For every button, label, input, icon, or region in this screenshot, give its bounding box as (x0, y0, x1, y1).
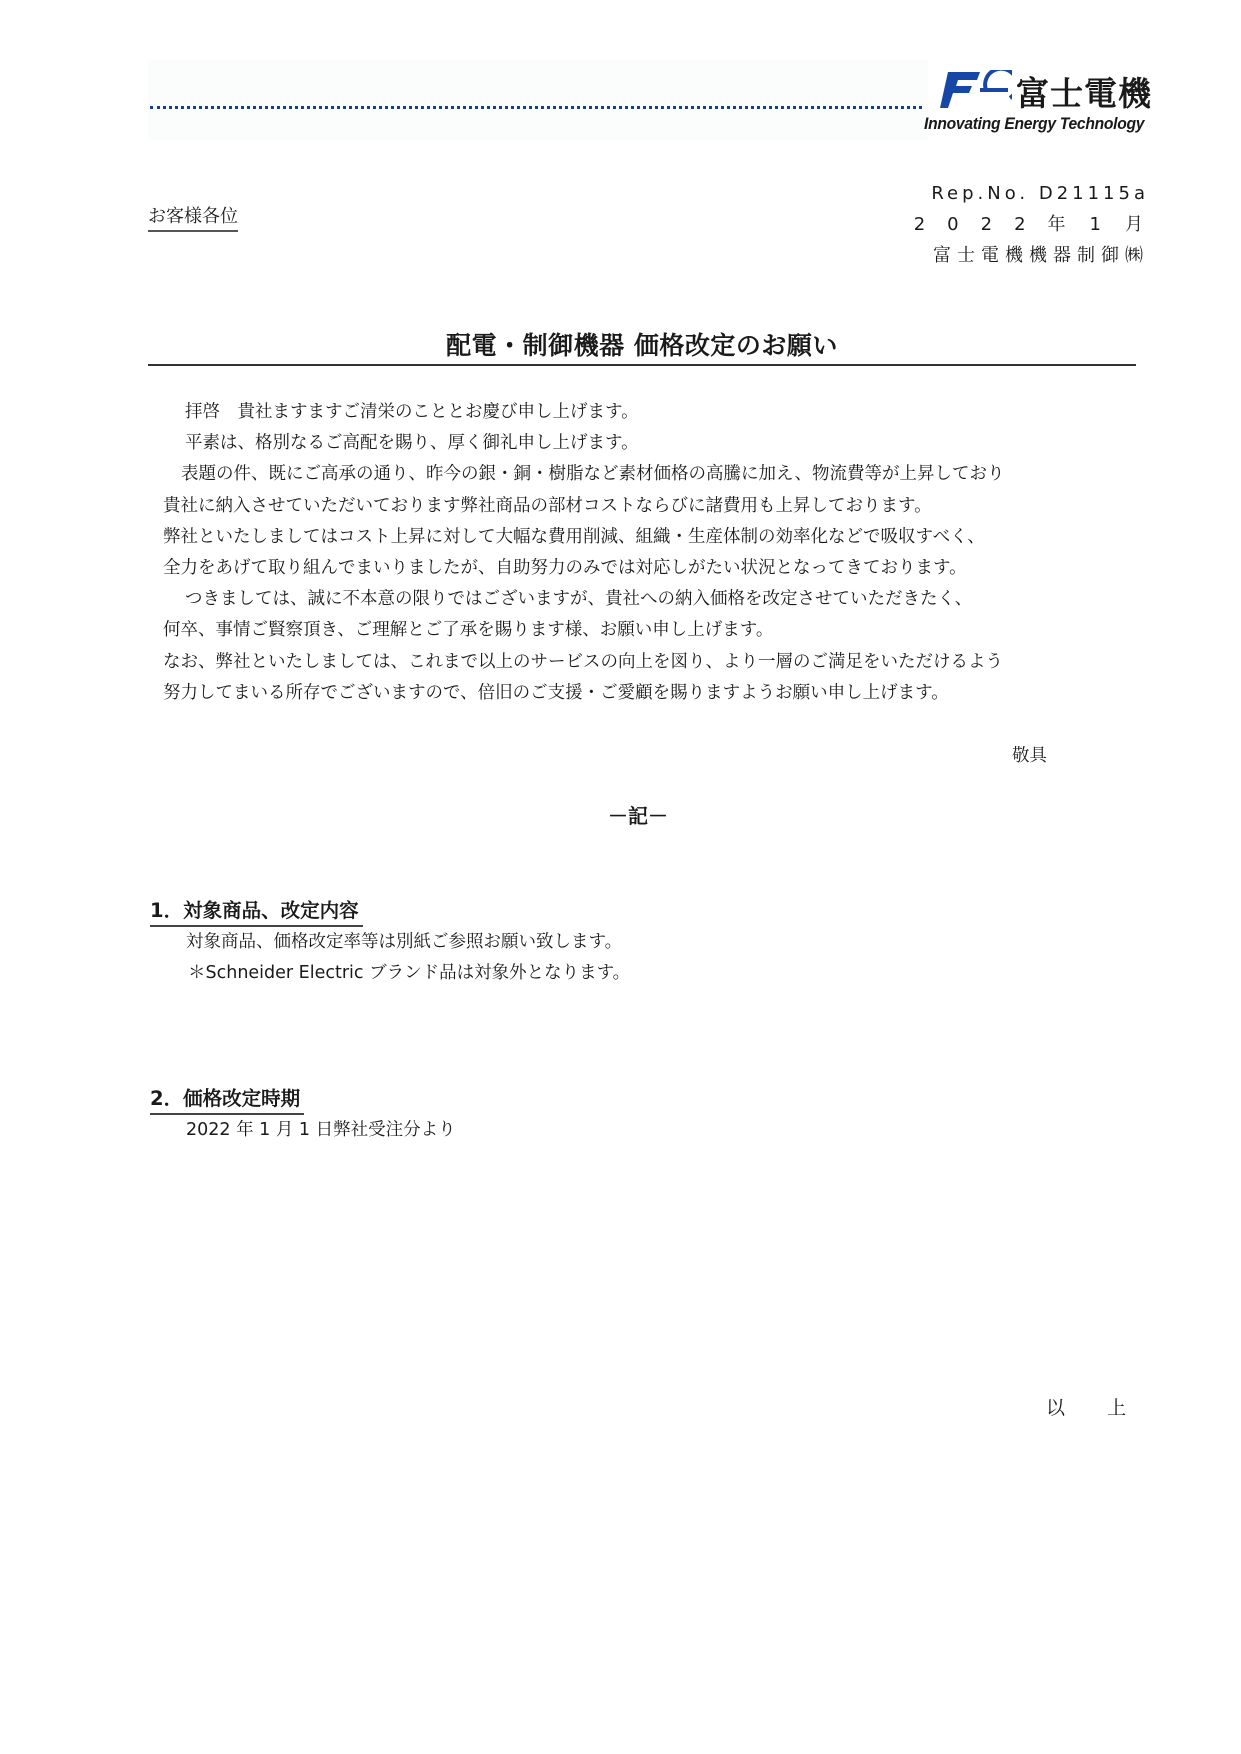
body-line: 努力してまいる所存でございますので、倍旧のご支援・ご愛顧を賜りますようお願い申し上げます。 (163, 682, 949, 703)
section-body-1 (186, 927, 630, 989)
issue-year: 2022 (913, 214, 1048, 235)
issue-date (914, 209, 1149, 240)
issuer: 富士電機機器制御㈱ (933, 245, 1149, 266)
body-line: 弊社といたしましてはコスト上昇に対して大幅な費用削減、組織・生産体制の効率化などで吸収すべく、 (163, 526, 985, 547)
section-heading-2: 2．価格改定時期 (150, 1083, 304, 1115)
fe-logo-icon (940, 70, 1012, 110)
title-rule (148, 364, 1136, 366)
body-line: なお、弊社といたしましては、これまで以上のサービスの向上を図り、より一層のご満足をいただけるよう (163, 651, 1003, 672)
letter-body (163, 397, 1005, 709)
issue-year-suffix: 年 (1047, 214, 1072, 235)
section-line: 2022 年 1 月 1 日弊社受注分より (186, 1120, 456, 1140)
end-mark-second: 上 (1107, 1397, 1127, 1419)
issue-month: 1 (1089, 214, 1107, 235)
body-line: 平素は、格別なるご高配を賜り、厚く御礼申し上げます。 (185, 433, 639, 454)
body-line: 表題の件、既にご高承の通り、昨今の銀・銅・樹脂など素材価格の高騰に加え、物流費等が上昇しており (181, 464, 1005, 485)
header-band (148, 60, 928, 140)
logo-kanji: 富士電機 (1016, 74, 1152, 113)
notation-marker: －記－ (608, 804, 668, 828)
header-dotted-rule (150, 106, 922, 109)
body-line: 貴社に納入させていただいております弊社商品の部材コストならびに諸費用も上昇しております。 (163, 495, 932, 516)
reference-number: Rep.No. D21115a (931, 183, 1149, 204)
end-mark-first: 以 (1046, 1397, 1066, 1419)
body-line: 拝啓 貴社ますますご清栄のこととお慶び申し上げます。 (185, 402, 639, 422)
section-body-2 (186, 1115, 456, 1146)
section-heading-1: 1．対象商品、改定内容 (150, 895, 363, 927)
end-mark (1046, 1393, 1126, 1420)
body-line: 全力をあげて取り組んでまいりましたが、自助努力のみでは対応しがたい状況となってきております。 (163, 558, 967, 579)
closing-salutation: 敬具 (1012, 746, 1047, 766)
body-line: つきましては、誠に不本意の限りではございますが、貴社への納入価格を改定させていただきたく、 (185, 589, 973, 610)
addressee: お客様各位 (148, 202, 238, 232)
document-meta (914, 178, 1149, 271)
body-line: 何卒、事情ご賢察頂き、ご理解とご了承を賜ります様、お願い申し上げます。 (163, 620, 774, 641)
logo-tagline: Innovating Energy Technology (924, 114, 1145, 133)
issue-month-suffix: 月 (1125, 214, 1149, 235)
section-note: ＊Schneider Electric ブランド品は対象外となります。 (188, 963, 631, 983)
section-line: 対象商品、価格改定率等は別紙ご参照お願い致します。 (186, 932, 623, 952)
page-title: 配電・制御機器 価格改定のお願い (446, 331, 838, 360)
company-logo (924, 66, 1154, 136)
